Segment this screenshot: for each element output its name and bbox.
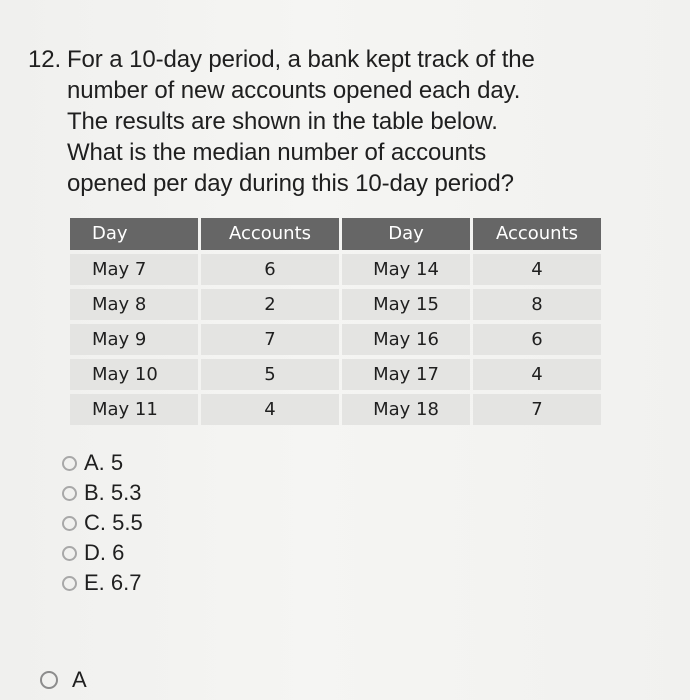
header-day-2: Day bbox=[342, 218, 470, 250]
day-cell: May 7 bbox=[70, 254, 198, 285]
table-row bbox=[70, 324, 601, 355]
header-accounts-2: Accounts bbox=[473, 218, 601, 250]
question-text bbox=[67, 44, 628, 199]
radio-button-icon[interactable] bbox=[62, 516, 77, 531]
header-accounts-1: Accounts bbox=[201, 218, 339, 250]
option-b-label: B. 5.3 bbox=[84, 480, 142, 505]
accounts-cell: 8 bbox=[473, 289, 601, 320]
day-cell: May 15 bbox=[342, 289, 470, 320]
option-e[interactable] bbox=[62, 568, 143, 598]
option-d-label: D. 6 bbox=[84, 540, 125, 565]
table-header-row bbox=[70, 218, 601, 250]
option-b[interactable] bbox=[62, 478, 143, 508]
option-c[interactable] bbox=[62, 508, 143, 538]
answer-radio-icon[interactable] bbox=[40, 671, 58, 689]
accounts-cell: 4 bbox=[473, 254, 601, 285]
day-cell: May 17 bbox=[342, 359, 470, 390]
question-block bbox=[28, 44, 628, 199]
accounts-cell: 4 bbox=[201, 394, 339, 425]
option-c-label: C. 5.5 bbox=[84, 510, 143, 535]
day-cell: May 11 bbox=[70, 394, 198, 425]
answer-options bbox=[62, 448, 143, 598]
accounts-cell: 4 bbox=[473, 359, 601, 390]
option-a-label: A. 5 bbox=[84, 450, 124, 475]
accounts-cell: 2 bbox=[201, 289, 339, 320]
day-cell: May 9 bbox=[70, 324, 198, 355]
accounts-cell: 7 bbox=[473, 394, 601, 425]
table-row bbox=[70, 254, 601, 285]
answer-label: A bbox=[72, 667, 87, 692]
radio-button-icon[interactable] bbox=[62, 456, 77, 471]
table-header bbox=[70, 218, 601, 250]
accounts-cell: 6 bbox=[473, 324, 601, 355]
option-e-label: E. 6.7 bbox=[84, 570, 142, 595]
question-line-2: number of new accounts opened each day. bbox=[67, 77, 521, 104]
day-cell: May 16 bbox=[342, 324, 470, 355]
day-cell: May 8 bbox=[70, 289, 198, 320]
table-row bbox=[70, 359, 601, 390]
day-cell: May 18 bbox=[342, 394, 470, 425]
accounts-cell: 5 bbox=[201, 359, 339, 390]
question-number: 12. bbox=[28, 46, 62, 73]
table-row bbox=[70, 289, 601, 320]
radio-button-icon[interactable] bbox=[62, 486, 77, 501]
question-line-5: opened per day during this 10-day period? bbox=[67, 170, 514, 197]
option-a[interactable] bbox=[62, 448, 143, 478]
day-cell: May 14 bbox=[342, 254, 470, 285]
option-d[interactable] bbox=[62, 538, 143, 568]
day-cell: May 10 bbox=[70, 359, 198, 390]
table-row bbox=[70, 394, 601, 425]
accounts-cell: 6 bbox=[201, 254, 339, 285]
question-line-4: What is the median number of accounts bbox=[67, 139, 487, 166]
answer-choice[interactable] bbox=[40, 666, 87, 694]
header-day-1: Day bbox=[70, 218, 198, 250]
radio-button-icon[interactable] bbox=[62, 576, 77, 591]
accounts-table bbox=[67, 214, 604, 429]
radio-button-icon[interactable] bbox=[62, 546, 77, 561]
table-body bbox=[70, 254, 601, 425]
question-line-1: For a 10-day period, a bank kept track of the bbox=[67, 46, 535, 73]
question-line-3: The results are shown in the table below. bbox=[67, 108, 498, 135]
accounts-cell: 7 bbox=[201, 324, 339, 355]
